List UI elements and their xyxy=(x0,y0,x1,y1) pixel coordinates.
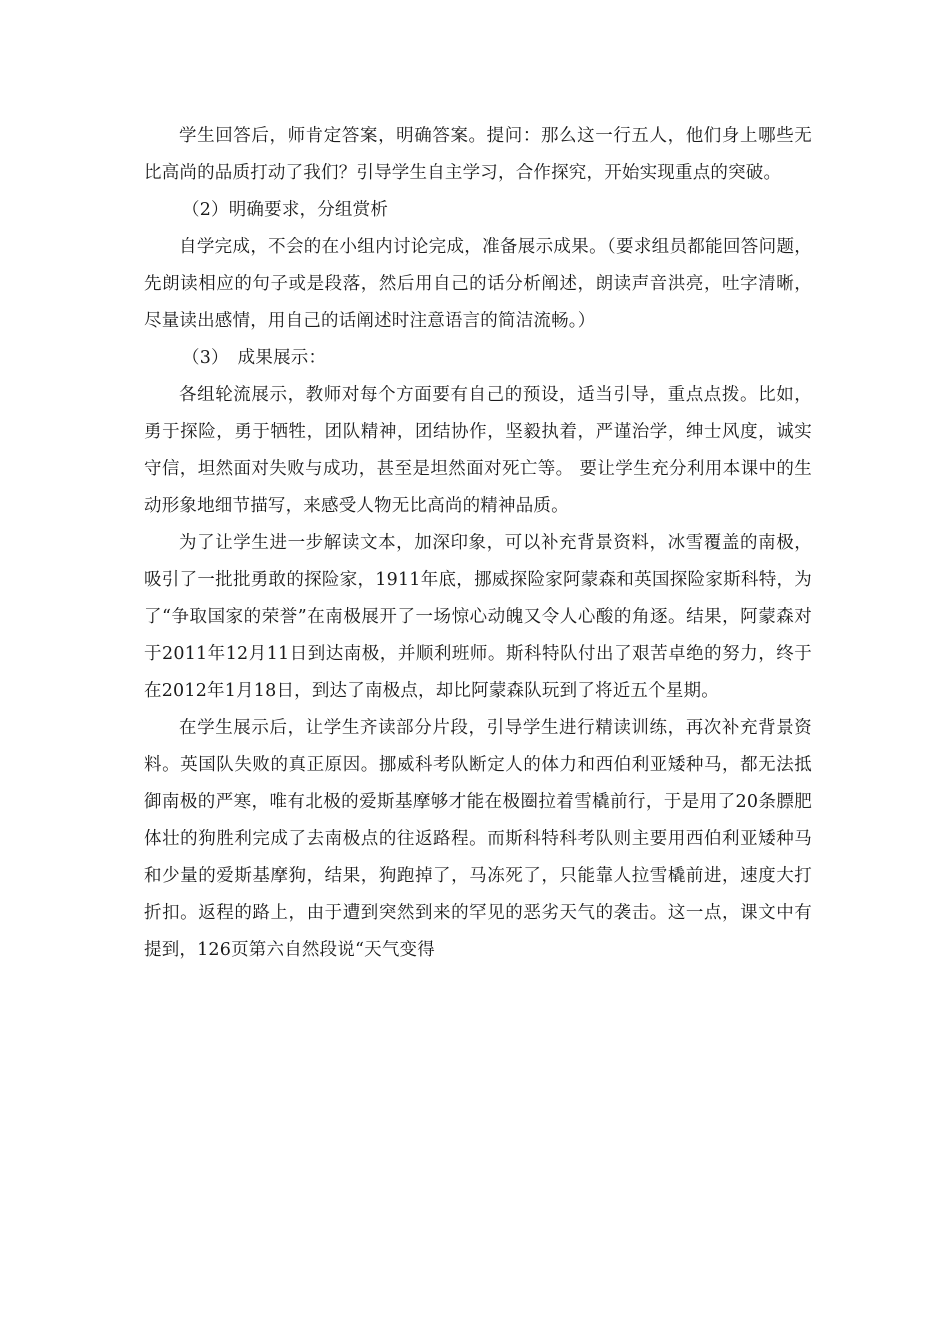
document-page xyxy=(144,118,812,969)
paragraph-student-answer: 学生回答后，师肯定答案，明确答案。提问：那么这一行五人，他们身上哪些无比高尚的品质打动了我们？引导学生自主学习，合作探究，开始实现重点的突破。 xyxy=(144,126,812,183)
paragraph-failure-reasons: 在学生展示后，让学生齐读部分片段，引导学生进行精读训练，再次补充背景资料。英国队失败的真正原因。挪威科考队断定人的体力和西伯利亚矮种马，都无法抵御南极的严寒，唯有北极的爱斯基摩够才能在极圈拉着雪橇前行，于是用了20条膘肥体壮的狗胜利完成了去南极点的往返路程。而斯科特科考队则主要用西伯利亚矮种马和少量的爱斯基摩狗，结果，狗跑掉了，马冻死了，只能靠人拉雪橇前进，速度大打折扣。返程的路上，由于遭到突然到来的罕见的恶劣天气的袭击。这一点，课文中有提到，126页第六自然段说“天气变得 xyxy=(144,718,812,960)
paragraph-background-info: 为了让学生进一步解读文本，加深印象，可以补充背景资料，冰雪覆盖的南极，吸引了一批批勇敢的探险家，1911年底，挪威探险家阿蒙森和英国探险家斯科特，为了“争取国家的荣誉”在南极展开了一场惊心动魄又令人心酸的角逐。结果，阿蒙森对于2011年12月11日到达南极，并顺利班师。斯科特队付出了艰苦卓绝的努力，终于在2012年1月18日，到达了南极点，却比阿蒙森队玩到了将近五个星期。 xyxy=(144,533,812,701)
section-heading-3: （3） 成果展示： xyxy=(182,348,327,368)
section-heading-2: （2）明确要求，分组赏析 xyxy=(182,200,389,220)
paragraph-group-display: 各组轮流展示，教师对每个方面要有自己的预设，适当引导，重点点拨。比如，勇于探险，勇于牺牲，团队精神，团结协作，坚毅执着，严谨治学，绅士风度，诚实守信，坦然面对失败与成功，甚至是坦然面对死亡等。 要让学生充分利用本课中的生动形象地细节描写，来感受人物无比高尚的精神品质。 xyxy=(144,385,812,516)
paragraph-self-study: 自学完成，不会的在小组内讨论完成，准备展示成果。（要求组员都能回答问题，先朗读相应的句子或是段落，然后用自己的话分析阐述，朗读声音洪亮，吐字清晰，尽量读出感情，用自己的话阐述时注意语言的简洁流畅。） xyxy=(144,237,812,331)
